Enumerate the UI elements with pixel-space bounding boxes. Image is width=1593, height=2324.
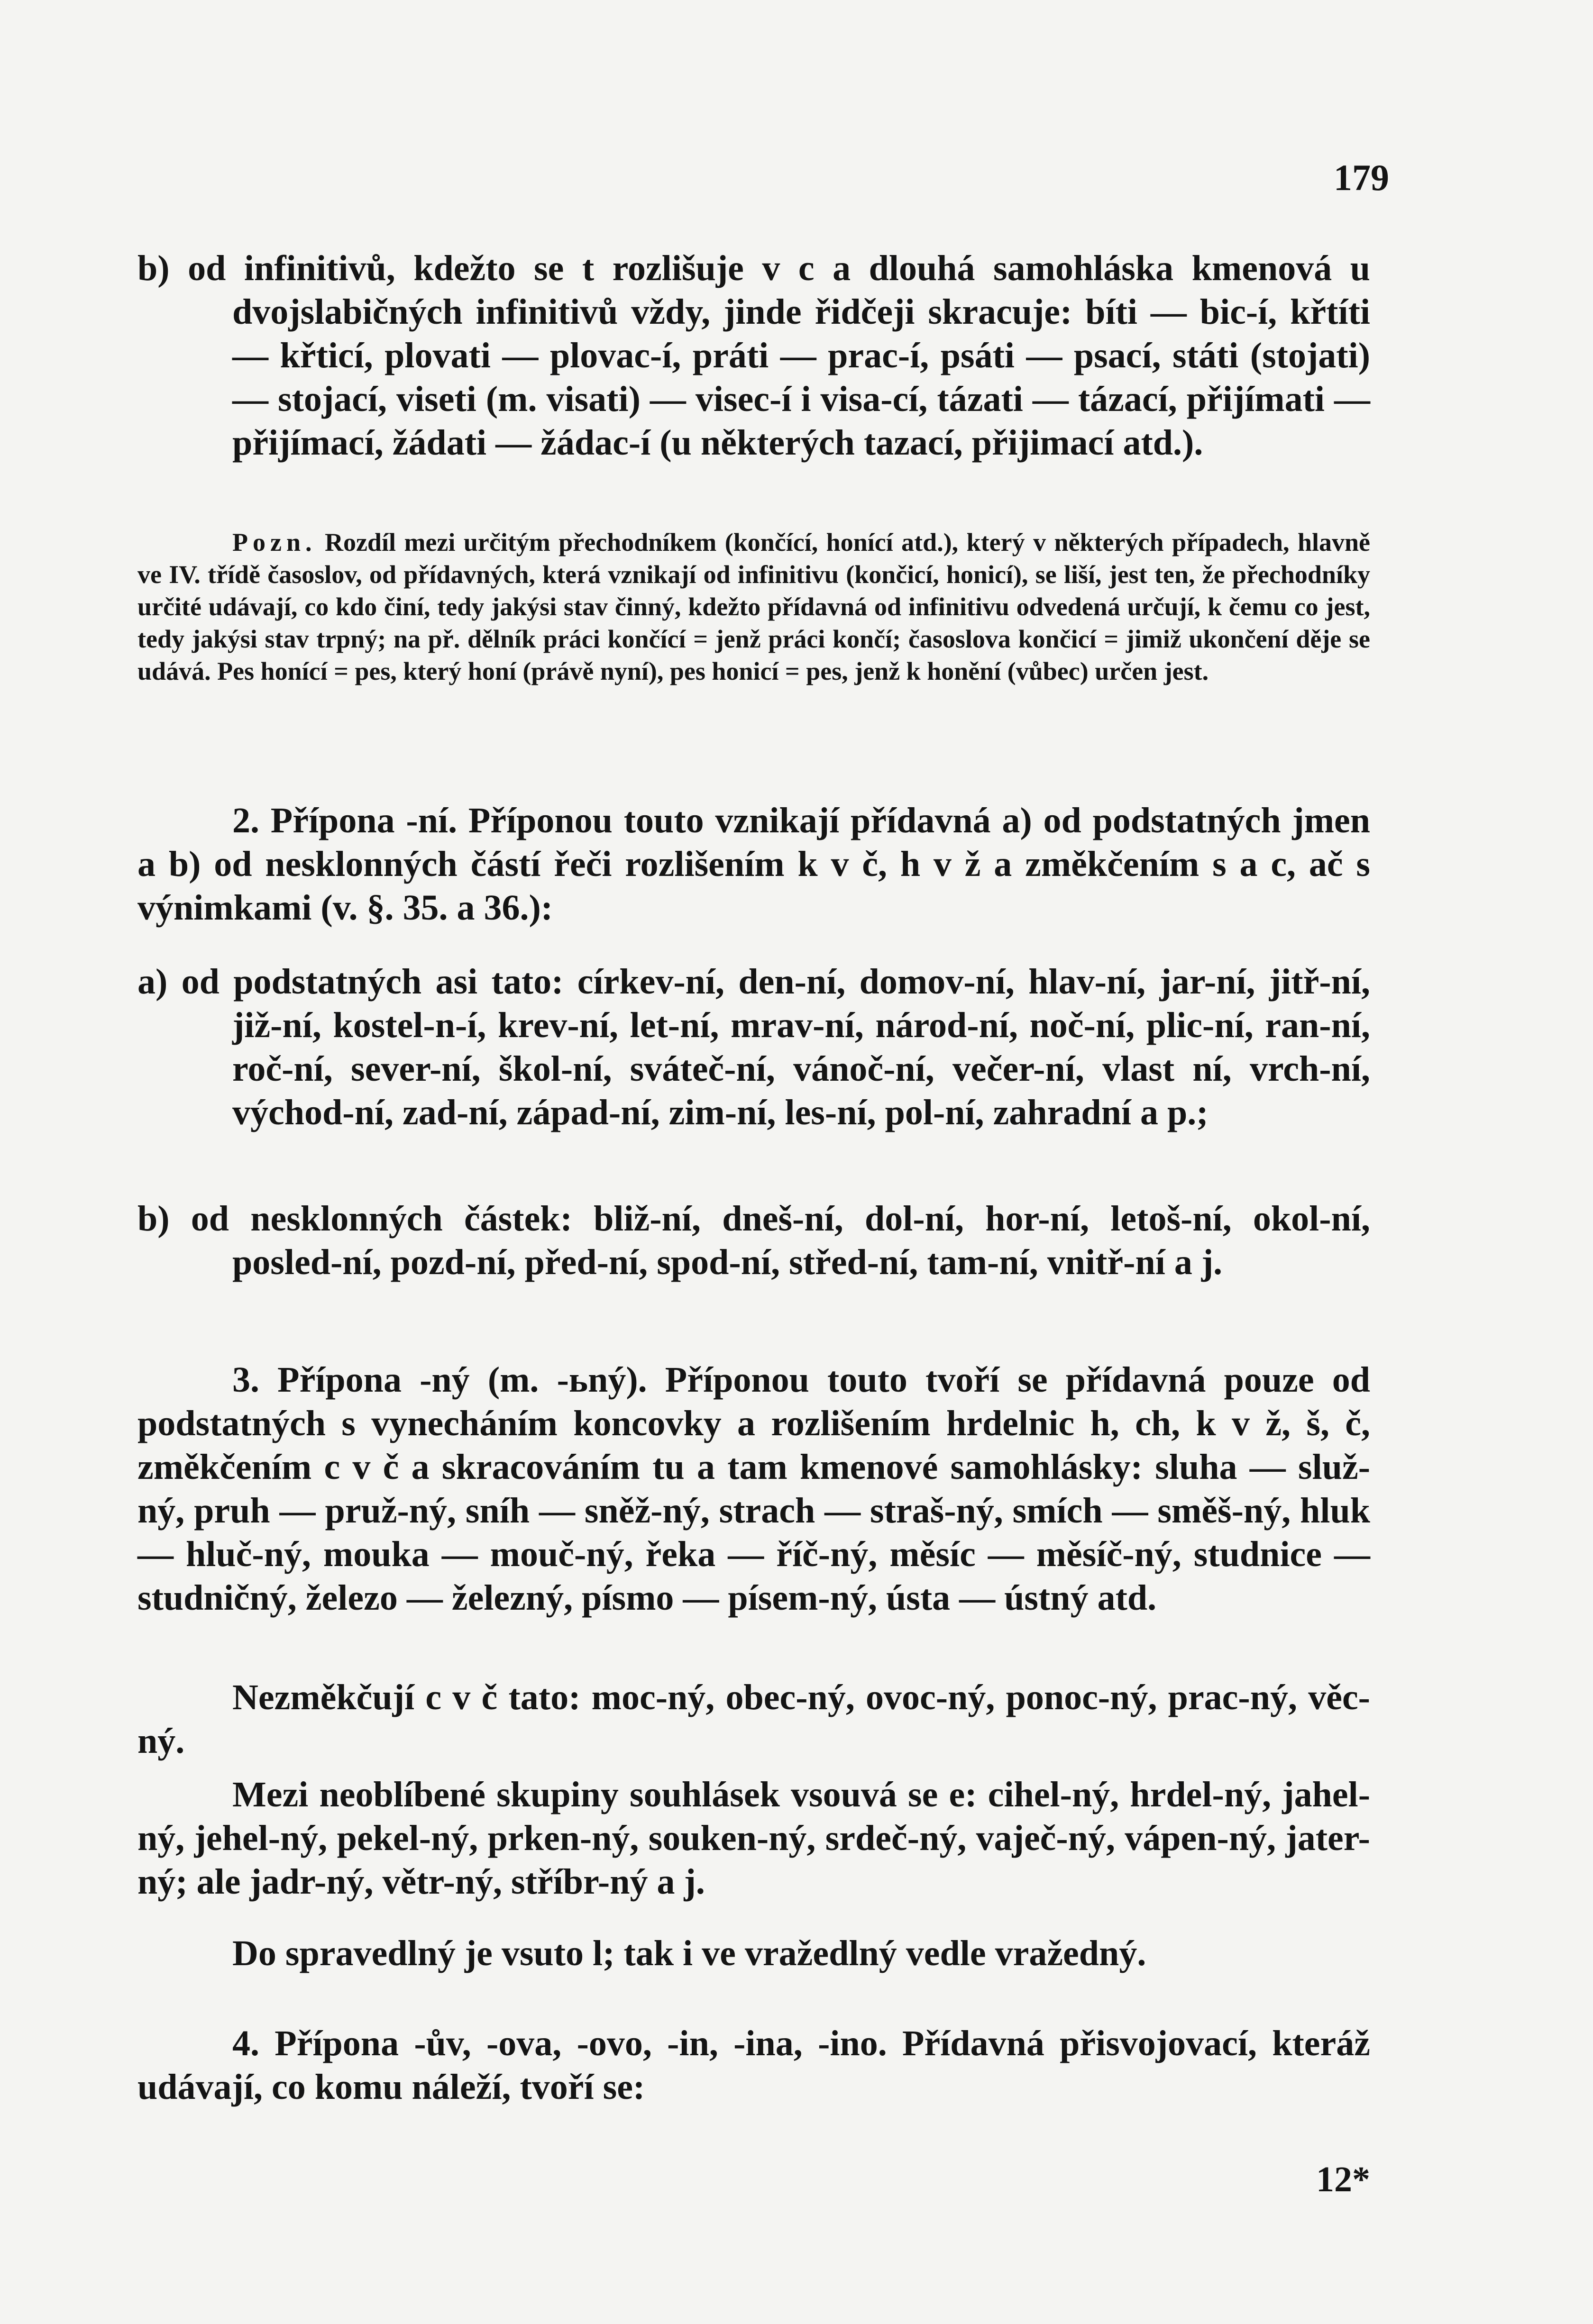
section-3-paragraph-3: Mezi neoblíbené skupiny souhlásek vsouvá se e: cihel-ný, hrdel-ný, jahel-ný, jehel-ný, pekel-ný, prken-ný, souken-ný, srdeč-ný, vaječ-ný, vápen-ný, jater-ný; ale jadr-ný, větr-ný, stříbr-ný a j.: [137, 1775, 1370, 1902]
page-number: 179: [1334, 157, 1389, 198]
section-b-infinitive: [137, 246, 1370, 465]
section-4: [137, 2022, 1370, 2109]
section-2-intro: Příponou touto vznikají přídavná a) od podstatných jmen a b) od nesklonných částí řeči rozlišením k v č, h v ž a změkčením s a c, ač s výnimkami (v. §. 35. a 36.):: [137, 801, 1371, 928]
section-3-paragraph-4: Do spravedlný je vsuto l; tak i ve vražedlný vedle vražedný.: [232, 1933, 1146, 1973]
note-label: Pozn.: [232, 528, 317, 556]
sheet-signature: 12*: [1316, 2160, 1370, 2199]
section-3: [137, 1358, 1370, 1620]
section-2-item-b-text: b) od nesklonných částek: bliž-ní, dneš-ní, dol-ní, hor-ní, letoš-ní, okol-ní, posled-ní, pozd-ní, před-ní, spod-ní, střed-ní, tam-ní, vnitř-ní a j.: [137, 1199, 1370, 1282]
section-3-paragraph: 3. Přípona -ný (m. -ьný). Příponou touto tvoří se přídavná pouze od podstatných s vynecháním koncovky a rozlišením hrdelnic h, ch, k v ž, š, č, změkčením c v č a skracováním tu a tam kmenové samohlásky: sluha — služ-ný, pruh — pruž-ný, sníh — sněž-ný, strach — straš-ný, smích — směš-ný, hluk — hluč-ný, mouka — mouč-ný, řeka — říč-ný, měsíc — měsíč-ný, studnice — studničný, železo — železný, písmo — písem-ný, ústa — ústný atd.: [137, 1360, 1370, 1618]
section-2: [137, 799, 1370, 930]
section-3-p4: [137, 1932, 1370, 1975]
note-block: [137, 526, 1370, 687]
section-2-intro-paragraph: [137, 799, 1370, 930]
note-paragraph: [137, 526, 1370, 687]
section-3-paragraph-2: Nezměkčují c v č tato: moc-ný, obec-ný, ovoc-ný, ponoc-ný, prac-ný, věc-ný.: [137, 1677, 1370, 1761]
section-2-item-a-text: a) od podstatných asi tato: církev-ní, den-ní, domov-ní, hlav-ní, jar-ní, jitř-ní, již-ní, kostel-n-í, krev-ní, let-ní, mrav-ní, národ-ní, noč-ní, plic-ní, ran-ní, roč-ní, sever-ní, škol-ní, sváteč-ní, vánoč-ní, večer-ní, vlast ní, vrch-ní, východ-ní, zad-ní, západ-ní, zim-ní, les-ní, pol-ní, zahradní a p.;: [137, 962, 1370, 1132]
section-4-paragraph: 4. Přípona -ův, -ova, -ovo, -in, -ina, -ino. Přídavná přisvojovací, kteráž udávají, co komu náleží, tvoří se:: [137, 2023, 1370, 2107]
note-text: Rozdíl mezi určitým přechodníkem (končící, honící atd.), který v některých případech, hlavně ve IV. třídě časoslov, od přídavných, která vznikají od infinitivu (končicí, honicí), se liší, jest ten, že přechodníky určité udávají, co kdo činí, tedy jakýsi stav činný, kdežto přídavná od infinitivu odvedená určují, k čemu co jest, tedy jakýsi stav trpný; na př. dělník práci končící = jenž práci končí; časoslova končicí = jimiž ukončení děje se udává. Pes honící = pes, který honí (právě nyní), pes honicí = pes, jenž k honění (vůbec) určen jest.: [137, 528, 1370, 685]
section-3-p2: [137, 1676, 1370, 1763]
section-b-paragraph: b) od infinitivů, kdežto se t rozlišuje v c a dlouhá samohláska kmenová u dvojslabičných infinitivů vždy, jinde řidčeji skracuje: bíti — bic-í, křtíti — křticí, plovati — plovac-í, práti — prac-í, psáti — psací, státi (stojati) — stojací, viseti (m. visati) — visec-í i visa-cí, tázati — tázací, přijímati — přijímací, žádati — žádac-í (u některých tazací, přijimací atd.).: [137, 248, 1370, 463]
section-3-p3: [137, 1773, 1370, 1904]
section-2-heading: 2. Přípona -ní.: [232, 801, 458, 840]
section-2-item-b: [137, 1197, 1370, 1284]
section-2-item-a: [137, 960, 1370, 1134]
